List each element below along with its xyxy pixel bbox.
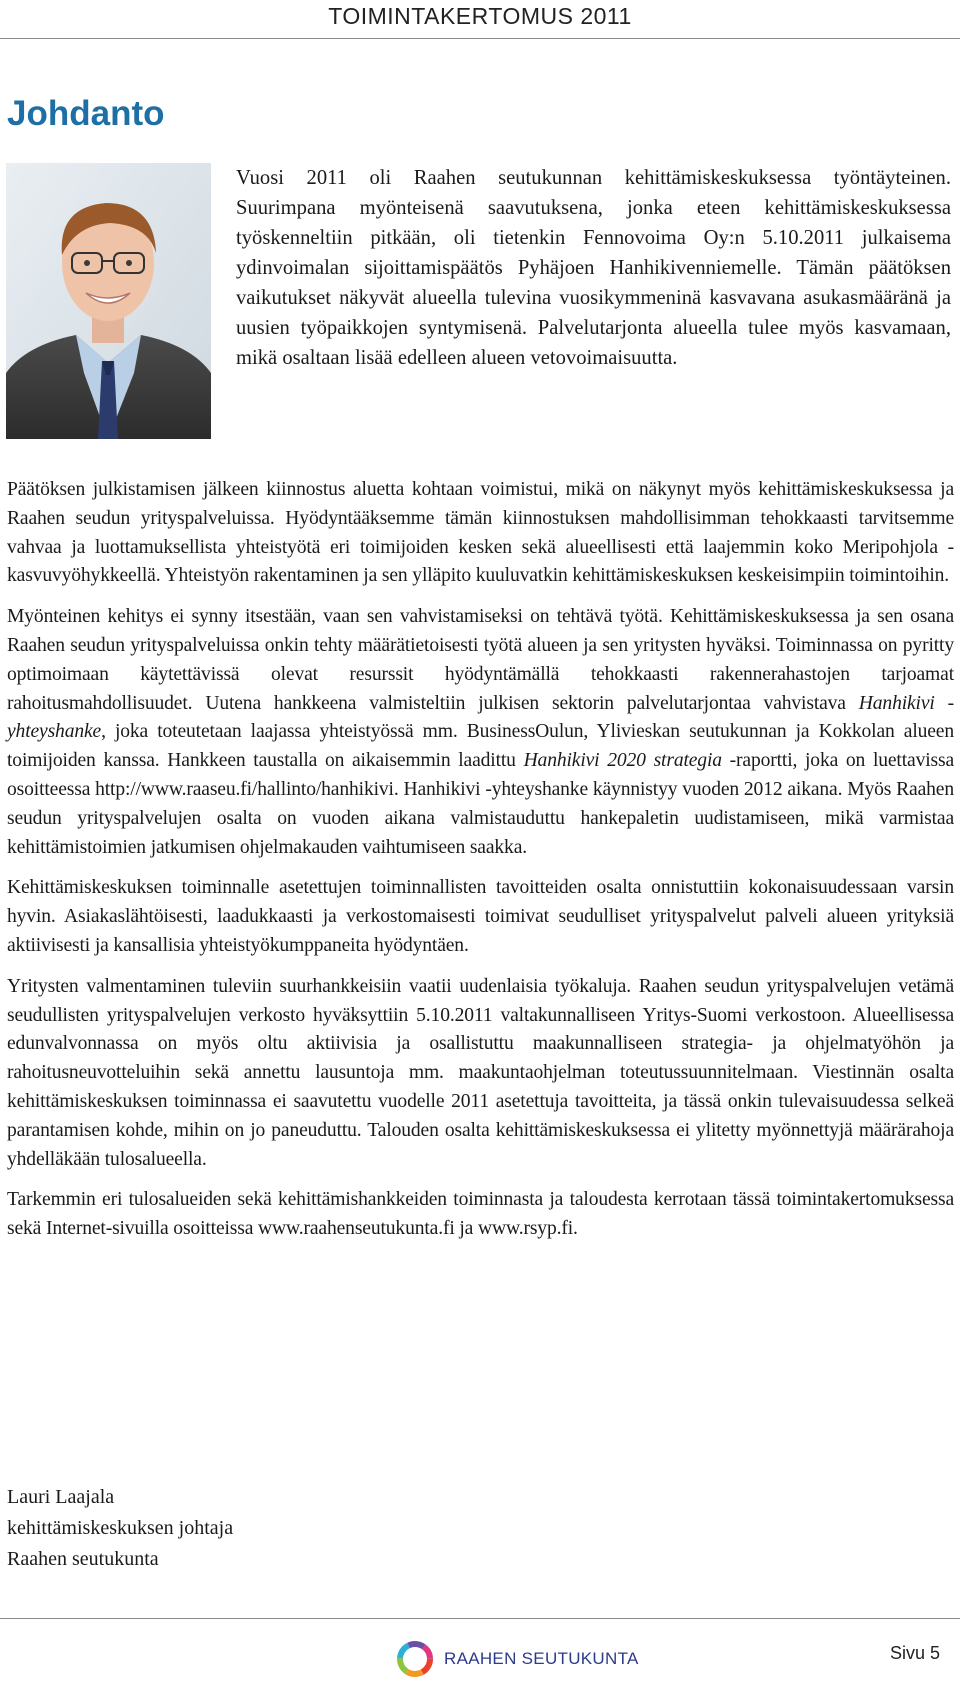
paragraph-2-part-1: Myönteinen kehitys ei synny itsestään, vaan sen vahvistamiseksi on tehtävä työtä. Kehittämiskeskuksessa ja sen osana Raahen seudun yrityspalveluissa onkin tehty määrätietoisesti työtä alueen ja sen yritysten hyväksi. Toiminnassa on pyritty optimoimaan käytettävissä olevat resurssit hyödyntämällä tehokkaasti rakennerahastojen tarjoamat rahoitusmahdollisuudet. Uutena hankkeena valmisteltiin julkisen sektorin palvelutarjontaa vahvistava (7, 606, 954, 714)
paragraph-5: Tarkemmin eri tulosalueiden sekä kehittämishankkeiden toiminnasta ja taloudesta kerrotaan tässä toimintakertomuksessa sekä Internet-sivuilla osoitteissa www.raahenseutukunta.fi ja www.rsyp.fi. (7, 1189, 954, 1240)
signer-name: Lauri Laajala (7, 1486, 115, 1508)
page-footer (0, 1618, 960, 1689)
paragraph-4: Yritysten valmentaminen tuleviin suurhankkeisiin vaatii uudenlaisia työkaluja. Raahen seudun yrityspalvelujen vetämä seudullisten yrityspalvelujen verkosto hyväksyttiin 5.10.2011 valtakunnalliseen Yritys-Suomi verkostoon. Alueellisessa edunvalvonnassa on myös oltu aktiivisia ja osallistuttu maakunnalliseen strategia- ja ohjelmatyöhön ja rahoitusneuvotteluihin sekä annettu lausuntoja mm. maakuntaohjelman toteutussuunnitelmaan. Viestinnän osalta kehittämiskeskuksen toiminnassa ei saavutettu vuodelle 2011 asetettuja tavoitteita, ja tässä onkin tulevaisuudessa selkeä parantamisen kohde, mihin on jo paneuduttu. Talouden osalta kehittämiskeskuksessa ei ylitetty myönnettyjä määrärahoja yhdelläkään tulosalueella. (7, 975, 954, 1170)
body-text (7, 476, 954, 1256)
organization-logo (394, 1637, 639, 1681)
paragraph-2 (7, 603, 954, 862)
logo-ring-icon (394, 1638, 436, 1680)
logo-text: RAAHEN SEUTUKUNTA (444, 1649, 639, 1668)
page-number: Sivu 5 (889, 1643, 940, 1663)
signer-organization: Raahen seutukunta (7, 1548, 159, 1570)
intro-paragraph: Vuosi 2011 oli Raahen seutukunnan kehittämiskeskuksessa työntäyteinen. Suurimpana myönteisenä saavutuksena, jonka eteen kehittämiskeskuksessa työskenneltiin pitkään, oli tietenkin Fennovoima Oy:n 5.10.2011 julkaisema ydinvoimalan sijoittamispäätös Pyhäjoen Hanhikivenniemelle. Tämän päätöksen vaikutukset näkyvät alueella tulevina vuosikymmeninä kasvavana asukasmääränä ja uusien työpaikkojen syntymisenä. Palvelutarjonta alueella tulee myös kasvamaan, mikä osaltaan lisää edelleen alueen vetovoimaisuutta. (236, 167, 951, 369)
signature-block (7, 1482, 233, 1575)
paragraph-3: Kehittämiskeskuksen toiminnalle asetettujen toiminnallisten tavoitteiden osalta onnistuttiin kokonaisuudessaan varsin hyvin. Asiakaslähtöisesti, laadukkaasti ja verkostomaisesti toimivat seudulliset yrityspalvelut palveli alueen yrityksiä aktiivisesti ja kansallisia yhteistyökumppaneita hyödyntäen. (7, 877, 954, 956)
page-header (0, 0, 960, 39)
report-name-hanhikivi-2020: Hanhikivi 2020 strategia (523, 750, 722, 772)
document-title: TOIMINTAKERTOMUS 2011 (328, 3, 632, 29)
page-title: Johdanto (7, 94, 165, 133)
signer-role: kehittämiskeskuksen johtaja (7, 1517, 234, 1539)
project-name-hanhikivi-yhteyshanke: Hanhikivi -yhteyshanke (7, 692, 954, 743)
paragraph-2-part-2: , joka toteutetaan laajassa yhteistyössä mm. BusinessOulun, Ylivieskan seutukunnan ja Kokkolan alueen toimijoiden kanssa. Hankkeen taustalla on aikaisemmin laadittu (7, 721, 954, 772)
paragraph-1: Päätöksen julkistamisen jälkeen kiinnostus aluetta kohtaan voimistui, mikä on näkynyt myös kehittämiskeskuksessa ja Raahen seudun yrityspalveluissa. Hyödyntääksemme tämän kiinnostuksen mahdollisimman tehokkaasti tarvitsemme vahvaa ja luottamuksellista yhteistyötä eri toimijoiden kesken sekä alueellisesti että laajemmin koko Meripohjola -kasvuvyöhykkeellä. Yhteistyön rakentaminen ja sen ylläpito kuuluvatkin kehittämiskeskuksen keskeisimpiin toimintoihin. (7, 479, 954, 587)
paragraph-2-part-3: -raportti, joka on luettavissa osoitteessa http://www.raaseu.fi/hallinto/hanhikivi. Hanhikivi -yhteyshanke käynnistyy vuoden 2012 aikana. Myös Raahen seudun yrityspalvelujen osalta on vuoden aikana valmistauduttu hankepaletin uudistamiseen, mikä varmistaa kehittämistoimien jatkumisen ohjelmakauden vaihtumiseen saakka. (7, 750, 955, 858)
portrait-photo (6, 163, 211, 439)
